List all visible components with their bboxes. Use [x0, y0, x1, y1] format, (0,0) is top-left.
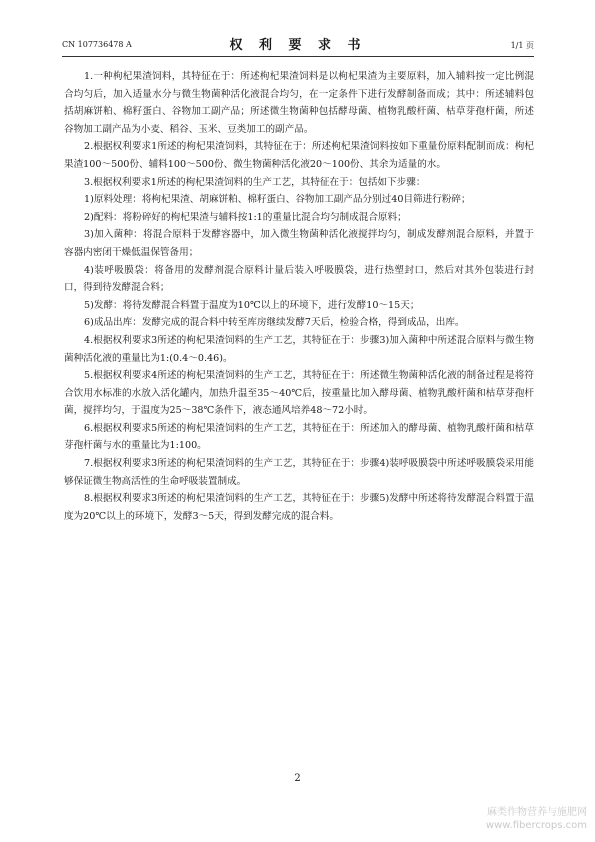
watermark-name: 麻类作物营养与施肥网 — [487, 807, 587, 818]
claim-paragraph: 8.根据权利要求3所述的枸杞果渣饲料的生产工艺，其特征在于：步骤5)发酵中所述将待发酵混合料置于温度为20℃以上的环境下，发酵3～5天，得到发酵完成的混合料。 — [64, 493, 534, 522]
claim-step: 1)原料处理：将枸杞果渣、胡麻饼粕、棉籽蛋白、谷物加工副产品分别过40目筛进行粉碎； — [84, 194, 471, 206]
claim-step: 6)成品出库：发酵完成的混合料中转至库房继续发酵7天后，检验合格，得到成品，出库。 — [84, 317, 465, 329]
claim-step: 4)装呼吸膜袋：将备用的发酵剂混合原料计量后装入呼吸膜袋，进行热塑封口，然后对其外包装进行封口，得到待发酵混合料； — [64, 264, 534, 294]
claim-paragraph: 3.根据权利要求1所述的枸杞果渣饲料的生产工艺，其特征在于：包括如下步骤： — [84, 176, 426, 188]
claims-body — [64, 68, 534, 525]
claim-step: 3)加入菌种：将混合原料于发酵容器中，加入微生物菌种活化液搅拌均匀，制成发酵剂混合原料，并置于容器内密闭干燥低温保管备用； — [64, 229, 534, 258]
claim-paragraph: 1.一种枸杞果渣饲料，其特征在于：所述枸杞果渣饲料是以枸杞果渣为主要原料，加入辅料按一定比例混合均匀后，加入适量水分与微生物菌种活化液混合均匀，在一定条件下进行发酵制备而成；其中：所述辅料包括胡麻饼粕、棉籽蛋白、谷物加工副产品；所述微生物菌种包括酵母菌、植物乳酸杆菌、枯草芽孢杆菌，所述谷物加工副产品为小麦、稻谷、玉米、豆类加工的副产品。 — [64, 71, 534, 135]
claim-paragraph: 7.根据权利要求3所述的枸杞果渣饲料的生产工艺，其特征在于：步骤4)装呼吸膜袋中所述呼吸膜袋采用能够保证微生物高活性的生命呼吸装置制成。 — [64, 458, 534, 487]
site-watermark — [486, 806, 587, 832]
document-header — [62, 34, 534, 57]
claim-step: 5)发酵：将待发酵混合料置于温度为10℃以上的环境下，进行发酵10～15天； — [84, 299, 420, 311]
claim-paragraph: 5.根据权利要求4所述的枸杞果渣饲料的生产工艺，其特征在于：所述微生物菌种活化液的制备过程是将符合饮用水标准的水放入活化罐内，加热升温至35～40℃后，按重量比加入酵母菌、植物乳酸杆菌和枯草芽孢杆菌，搅拌均匀，于温度为25～38℃条件下，液态通风培养48～72小时。 — [64, 370, 534, 417]
claim-paragraph: 6.根据权利要求5所述的枸杞果渣饲料的生产工艺，其特征在于：所述加入的酵母菌、植物乳酸杆菌和枯草芽孢杆菌与水的重量比为1:100。 — [64, 422, 534, 452]
page-number: 2 — [294, 773, 301, 784]
claim-paragraph: 2.根据权利要求1所述的枸杞果渣饲料，其特征在于：所述枸杞果渣饲料按如下重量份原料配制而成：枸杞果渣100～500份、辅料100～500份、微生物菌种活化液20～100份、其余为适量的水。 — [64, 141, 534, 170]
publication-number: CN 107736478 A — [62, 40, 132, 49]
document-title: 权 利 要 求 书 — [229, 38, 367, 53]
watermark-url: www.fibercrops.com — [485, 820, 587, 831]
claim-step: 2)配料：将粉碎好的枸杞果渣与辅料按1:1的重量比混合均匀制成混合原料； — [84, 211, 407, 223]
claim-paragraph: 4.根据权利要求3所述的枸杞果渣饲料的生产工艺，其特征在于：步骤3)加入菌种中所述混合原料与微生物菌种活化液的重量比为1:(0.4～0.46)。 — [64, 334, 534, 364]
page-indicator: 1/1 页 — [510, 41, 534, 50]
